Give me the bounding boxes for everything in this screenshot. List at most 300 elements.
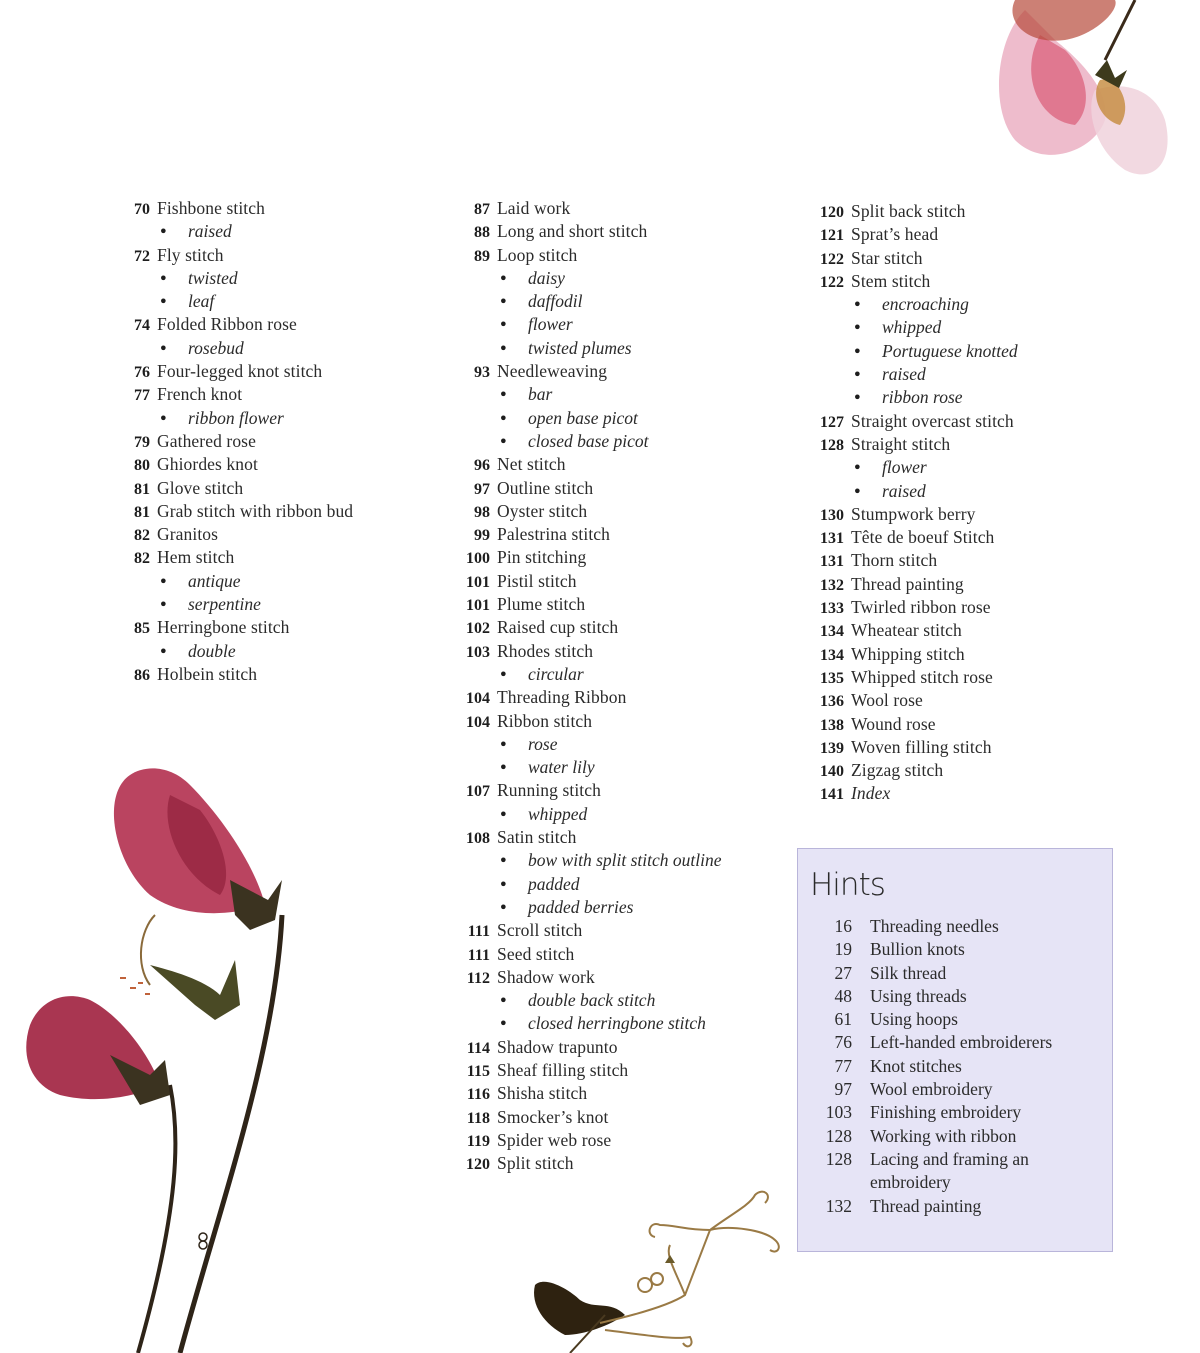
bullet-icon: • <box>498 897 508 917</box>
entry-title: Stumpwork berry <box>851 503 976 524</box>
index-entry <box>806 526 1126 549</box>
entry-title: Pin stitching <box>497 547 587 568</box>
subentry-title: raised <box>882 364 926 385</box>
entry-title: Palestrina stitch <box>497 524 610 545</box>
index-subentry <box>806 480 1126 503</box>
subentry-title: flower <box>882 457 927 478</box>
entry-title: Split stitch <box>497 1153 574 1174</box>
index-entry <box>452 1082 792 1105</box>
hint-entry <box>812 962 1107 985</box>
index-entry <box>452 523 792 546</box>
bullet-icon: • <box>158 268 168 288</box>
entry-title: Ribbon stitch <box>497 710 593 731</box>
bullet-icon: • <box>852 295 862 315</box>
subentry-title: serpentine <box>188 594 261 615</box>
index-subentry <box>452 290 792 313</box>
entry-title: Satin stitch <box>497 827 577 848</box>
page-number: 112 <box>466 969 490 987</box>
page-number: 86 <box>134 666 150 684</box>
page-number: 72 <box>134 247 150 265</box>
index-subentry <box>452 803 792 826</box>
index-column-1 <box>112 197 442 686</box>
page-number: 128 <box>820 436 844 454</box>
bullet-icon: • <box>852 388 862 408</box>
hint-entry <box>812 938 1107 961</box>
index-entry <box>112 500 442 523</box>
index-subentry <box>452 849 792 872</box>
bullet-icon: • <box>158 222 168 242</box>
entry-title: Sprat’s head <box>851 224 939 245</box>
bullet-icon: • <box>498 431 508 451</box>
subentry-title: closed base picot <box>528 430 649 451</box>
page-number: 104 <box>466 690 490 708</box>
index-entry <box>112 546 442 569</box>
entry-title: Pistil stitch <box>497 570 577 591</box>
index-entry <box>806 573 1126 596</box>
page-number: 77 <box>134 387 150 405</box>
hint-entry <box>812 1125 1107 1148</box>
index-entry <box>806 666 1126 689</box>
entry-title: Woven filling stitch <box>851 736 992 757</box>
page-number: 130 <box>820 506 844 524</box>
bullet-icon: • <box>498 851 508 871</box>
page-number: 74 <box>134 317 150 335</box>
entry-title: Gathered rose <box>157 430 256 451</box>
page-number: 127 <box>820 413 844 431</box>
index-entry <box>112 244 442 267</box>
bullet-icon: • <box>498 991 508 1011</box>
index-entry <box>806 223 1126 246</box>
pea-tendril-bottom-center-image <box>515 1175 785 1353</box>
entry-title: Wound rose <box>851 713 936 734</box>
subentry-title: antique <box>188 570 241 591</box>
entry-title: Tête de boeuf Stitch <box>851 527 995 548</box>
bullet-icon: • <box>498 664 508 684</box>
hint-title: Using threads <box>870 985 967 1006</box>
hint-title: Working with ribbon <box>870 1125 1017 1146</box>
index-subentry <box>112 640 442 663</box>
index-entry <box>452 943 792 966</box>
page-number: 133 <box>820 600 844 618</box>
entry-title: Thread painting <box>851 573 964 594</box>
index-entry <box>452 1129 792 1152</box>
subentry-title: closed herringbone stitch <box>528 1013 706 1034</box>
subentry-title: twisted plumes <box>528 337 632 358</box>
hint-entry <box>812 1195 1107 1218</box>
page-number: 108 <box>466 830 490 848</box>
entry-title: Folded Ribbon rose <box>157 314 297 335</box>
hint-page-number: 16 <box>834 916 852 936</box>
entry-title: Rhodes stitch <box>497 640 594 661</box>
index-entry <box>452 1152 792 1175</box>
page-number: 118 <box>466 1109 490 1127</box>
entry-title: Sheaf filling stitch <box>497 1059 629 1080</box>
index-entry <box>112 616 442 639</box>
index-entry <box>452 360 792 383</box>
page-number: 122 <box>820 250 844 268</box>
page-number: 120 <box>466 1156 490 1174</box>
entry-title: Index <box>851 783 891 804</box>
entry-title: Ghiordes knot <box>157 454 258 475</box>
hint-title: Knot stitches <box>870 1055 962 1076</box>
index-entry <box>806 410 1126 433</box>
index-subentry <box>452 267 792 290</box>
index-subentry <box>806 293 1126 316</box>
page-number: 131 <box>820 530 844 548</box>
index-entry <box>452 1036 792 1059</box>
hint-page-number: 61 <box>834 1009 852 1030</box>
index-subentry <box>452 430 792 453</box>
index-entry <box>452 1059 792 1082</box>
hint-page-number: 77 <box>834 1055 852 1076</box>
index-entry <box>452 779 792 802</box>
bullet-icon: • <box>852 481 862 501</box>
page-number: 134 <box>820 623 844 641</box>
index-entry <box>806 596 1126 619</box>
bullet-icon: • <box>158 408 168 428</box>
index-subentry <box>112 570 442 593</box>
bullet-icon: • <box>498 1014 508 1034</box>
bullet-icon: • <box>498 338 508 358</box>
bullet-icon: • <box>158 292 168 312</box>
index-subentry <box>452 896 792 919</box>
page-number: 111 <box>467 946 490 964</box>
subentry-title: bar <box>528 384 553 405</box>
bullet-icon: • <box>498 315 508 335</box>
entry-title: Wool rose <box>851 690 923 711</box>
subentry-title: double back stitch <box>528 990 656 1011</box>
index-column-3 <box>806 200 1126 806</box>
hint-page-number: 27 <box>834 962 852 983</box>
index-entry <box>452 826 792 849</box>
hint-page-number: 97 <box>834 1079 852 1100</box>
hint-title: Left-handed embroiderers <box>870 1032 1053 1053</box>
subentry-title: open base picot <box>528 407 638 428</box>
entry-title: Scroll stitch <box>497 920 583 941</box>
entry-title: Long and short stitch <box>497 221 648 242</box>
index-subentry <box>452 733 792 756</box>
entry-title: Whipped stitch rose <box>851 666 993 687</box>
subentry-title: padded <box>528 873 580 894</box>
index-subentry <box>452 989 792 1012</box>
entry-title: Loop stitch <box>497 244 578 265</box>
entry-title: Granitos <box>157 524 219 545</box>
entry-title: Fishbone stitch <box>157 198 265 218</box>
bullet-icon: • <box>498 804 508 824</box>
index-subentry <box>112 337 442 360</box>
hint-title: Thread painting <box>870 1195 982 1216</box>
index-subentry <box>452 313 792 336</box>
entry-title: Glove stitch <box>157 477 244 498</box>
entry-title: Plume stitch <box>497 594 586 615</box>
subentry-title: whipped <box>528 803 588 824</box>
entry-title: Straight stitch <box>851 433 951 454</box>
page-number: 121 <box>820 227 844 245</box>
hints-list <box>812 915 1107 1218</box>
index-entry <box>112 477 442 500</box>
bullet-icon: • <box>498 874 508 894</box>
page-number: 116 <box>466 1086 490 1104</box>
hint-title: Silk thread <box>870 962 947 983</box>
entry-title: Herringbone stitch <box>157 617 290 638</box>
index-entry <box>452 919 792 942</box>
entry-title: Spider web rose <box>497 1129 612 1150</box>
index-entry <box>452 570 792 593</box>
subentry-title: daisy <box>528 267 565 288</box>
page-number: 101 <box>466 573 490 591</box>
index-subentry <box>806 340 1126 363</box>
hint-title: Threading needles <box>870 916 999 936</box>
subentry-title: leaf <box>188 291 215 312</box>
page-number: 96 <box>474 457 490 475</box>
bullet-icon: • <box>498 292 508 312</box>
hint-title: Wool embroidery <box>870 1079 993 1100</box>
hint-entry <box>812 915 1107 938</box>
entry-title: Outline stitch <box>497 477 594 498</box>
subentry-title: circular <box>528 663 584 684</box>
sweet-pea-flower-top-right-image <box>985 0 1200 190</box>
page-number: 136 <box>820 693 844 711</box>
entry-title: Laid work <box>497 198 571 218</box>
bullet-icon: • <box>158 338 168 358</box>
entry-title: Seed stitch <box>497 943 575 964</box>
bullet-icon: • <box>498 408 508 428</box>
index-entry <box>452 710 792 733</box>
subentry-title: twisted <box>188 267 238 288</box>
index-entry <box>112 197 442 220</box>
page-number: 82 <box>134 527 150 545</box>
hints-heading: Hints <box>810 867 885 903</box>
page-number: 85 <box>134 620 150 638</box>
entry-title: Fly stitch <box>157 244 224 265</box>
subentry-title: raised <box>188 221 232 242</box>
index-column-2 <box>452 197 792 1175</box>
page-number: 81 <box>134 503 150 521</box>
page-number: 140 <box>820 763 844 781</box>
hint-page-number: 128 <box>825 1148 852 1169</box>
hint-entry <box>812 1148 1107 1195</box>
page-number: 102 <box>466 620 490 638</box>
subentry-title: rosebud <box>188 337 244 358</box>
bullet-icon: • <box>158 641 168 661</box>
page-number: 87 <box>474 201 490 218</box>
index-subentry <box>806 316 1126 339</box>
hint-entry <box>812 1101 1107 1124</box>
index-entry <box>806 247 1126 270</box>
page-number: 76 <box>134 364 150 382</box>
index-entry <box>806 619 1126 642</box>
entry-title: Star stitch <box>851 247 923 268</box>
bullet-icon: • <box>498 385 508 405</box>
page-number: 93 <box>474 364 490 382</box>
index-entry <box>452 220 792 243</box>
entry-title: Shadow trapunto <box>497 1036 618 1057</box>
bullet-icon: • <box>498 758 508 778</box>
bullet-icon: • <box>498 734 508 754</box>
page-number: 132 <box>820 576 844 594</box>
hint-entry <box>812 985 1107 1008</box>
index-entry <box>452 453 792 476</box>
index-subentry <box>452 383 792 406</box>
subentry-title: bow with split stitch outline <box>528 850 722 871</box>
index-subentry <box>112 267 442 290</box>
subentry-title: double <box>188 640 236 661</box>
entry-title: Needleweaving <box>497 361 608 382</box>
entry-title: Thorn stitch <box>851 550 938 571</box>
index-subentry <box>806 363 1126 386</box>
page-number: 122 <box>820 273 844 291</box>
page-number: 131 <box>820 553 844 571</box>
entry-title: Wheatear stitch <box>851 620 962 641</box>
index-subentry <box>806 456 1126 479</box>
index-entry <box>452 546 792 569</box>
entry-title: Net stitch <box>497 454 566 475</box>
entry-title: Threading Ribbon <box>497 687 627 708</box>
page-number: 141 <box>820 786 844 804</box>
sweet-pea-flowers-bottom-left-image <box>20 755 300 1353</box>
index-entry <box>112 383 442 406</box>
index-entry <box>452 966 792 989</box>
index-entry <box>452 500 792 523</box>
index-entry <box>806 736 1126 759</box>
entry-title: Shisha stitch <box>497 1083 588 1104</box>
index-entry <box>452 477 792 500</box>
entry-title: Twirled ribbon rose <box>851 597 991 618</box>
hint-page-number: 48 <box>834 985 852 1006</box>
index-subentry <box>112 220 442 243</box>
index-entry <box>112 430 442 453</box>
page-number: 119 <box>466 1132 490 1150</box>
hint-entry <box>812 1055 1107 1078</box>
entry-title: Raised cup stitch <box>497 617 619 638</box>
subentry-title: raised <box>882 480 926 501</box>
entry-title: Straight overcast stitch <box>851 410 1014 431</box>
entry-title: French knot <box>157 384 243 405</box>
index-subentry <box>452 407 792 430</box>
index-entry <box>112 453 442 476</box>
page-number: 107 <box>466 783 490 801</box>
page-number: 111 <box>467 923 490 941</box>
hint-title: Finishing embroidery <box>870 1102 1022 1123</box>
page-number: 88 <box>474 224 490 242</box>
page-number: 104 <box>466 713 490 731</box>
subentry-title: water lily <box>528 757 595 778</box>
entry-title: Smocker’s knot <box>497 1106 609 1127</box>
hint-title: Bullion knots <box>870 939 965 960</box>
hint-title: Using hoops <box>870 1009 958 1030</box>
hint-entry <box>812 1078 1107 1101</box>
hint-title: Lacing and framing an embroidery <box>870 1148 1029 1193</box>
hints-box <box>797 848 1113 1252</box>
entry-title: Oyster stitch <box>497 500 588 521</box>
bullet-icon: • <box>852 318 862 338</box>
hint-page-number: 103 <box>825 1102 852 1123</box>
page-number: 82 <box>134 550 150 568</box>
page-number: 70 <box>134 201 150 218</box>
page-number: 100 <box>466 550 490 568</box>
index-entry <box>806 643 1126 666</box>
page-number: 97 <box>474 480 490 498</box>
entry-title: Four-legged knot stitch <box>157 361 323 382</box>
subentry-title: encroaching <box>882 294 969 315</box>
index-entry <box>806 713 1126 736</box>
subentry-title: padded berries <box>528 896 634 917</box>
index-entry <box>112 523 442 546</box>
index-entry <box>806 549 1126 572</box>
bullet-icon: • <box>852 365 862 385</box>
page-number: 81 <box>134 480 150 498</box>
page-number: 115 <box>466 1062 490 1080</box>
index-entry <box>452 686 792 709</box>
index-entry <box>452 593 792 616</box>
index-entry <box>452 244 792 267</box>
index-entry <box>452 197 792 220</box>
index-subentry <box>452 337 792 360</box>
page-number: 79 <box>134 433 150 451</box>
entry-title: Zigzag stitch <box>851 760 944 781</box>
index-entry <box>806 503 1126 526</box>
entry-title: Stem stitch <box>851 270 931 291</box>
entry-title: Grab stitch with ribbon bud <box>157 500 354 521</box>
entry-title: Split back stitch <box>851 201 966 221</box>
subentry-title: Portuguese knotted <box>882 340 1018 361</box>
page-number: 135 <box>820 669 844 687</box>
index-subentry <box>112 593 442 616</box>
page-number: 101 <box>466 597 490 615</box>
hint-entry <box>812 1031 1107 1054</box>
hint-entry <box>812 1008 1107 1031</box>
subentry-title: daffodil <box>528 291 583 312</box>
index-entry <box>806 782 1126 805</box>
page-number: 138 <box>820 716 844 734</box>
hint-page-number: 19 <box>834 939 852 960</box>
subentry-title: ribbon flower <box>188 407 284 428</box>
page-number: 134 <box>820 646 844 664</box>
entry-title: Hem stitch <box>157 547 235 568</box>
page-number: 103 <box>466 643 490 661</box>
page-number: 120 <box>820 204 844 221</box>
page-number: 114 <box>466 1039 490 1057</box>
entry-title: Running stitch <box>497 780 601 801</box>
page-number: 139 <box>820 739 844 757</box>
page-number: 80 <box>134 457 150 475</box>
index-subentry <box>452 663 792 686</box>
index-entry <box>806 433 1126 456</box>
index-subentry <box>112 290 442 313</box>
bullet-icon: • <box>852 458 862 478</box>
index-entry <box>452 1106 792 1129</box>
bullet-icon: • <box>158 595 168 615</box>
index-entry <box>452 616 792 639</box>
index-subentry <box>452 1012 792 1035</box>
index-entry <box>806 270 1126 293</box>
index-subentry <box>452 873 792 896</box>
entry-title: Holbein stitch <box>157 663 258 684</box>
index-subentry <box>806 386 1126 409</box>
subentry-title: flower <box>528 314 573 335</box>
subentry-title: ribbon rose <box>882 387 963 408</box>
page-number: 99 <box>474 527 490 545</box>
index-entry <box>112 360 442 383</box>
bullet-icon: • <box>158 571 168 591</box>
index-entry <box>112 313 442 336</box>
subentry-title: rose <box>528 733 558 754</box>
index-entry <box>806 759 1126 782</box>
bullet-icon: • <box>852 341 862 361</box>
index-entry <box>112 663 442 686</box>
hint-page-number: 76 <box>834 1032 852 1053</box>
index-entry <box>806 200 1126 223</box>
